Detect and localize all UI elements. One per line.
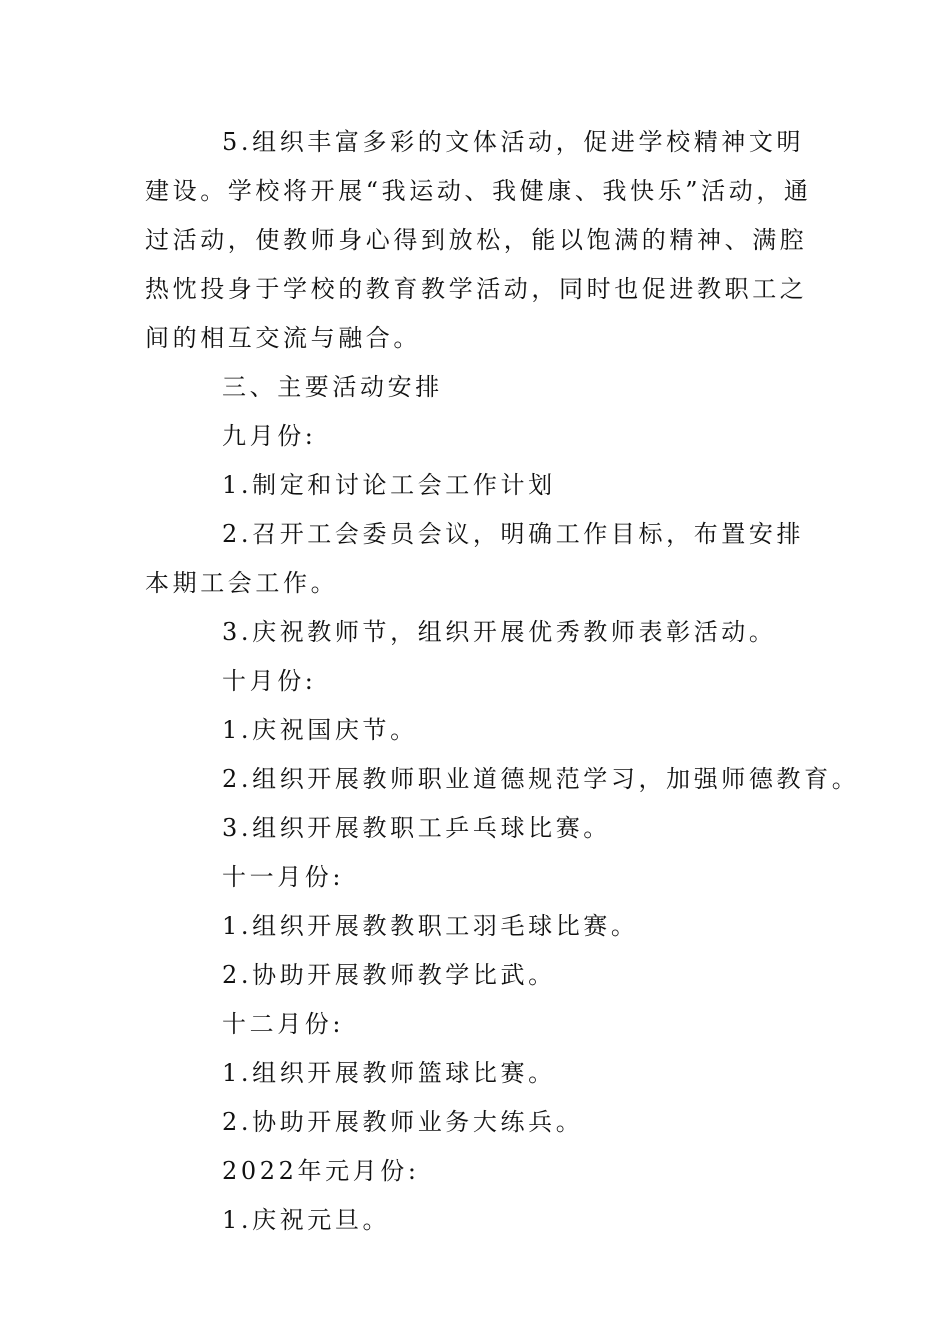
list-item: 1.庆祝元旦。 xyxy=(222,1206,391,1234)
month-heading-january: 2022年元月份: xyxy=(222,1157,420,1185)
paragraph-cultural-activities: 5.组织丰富多彩的文体活动，促进学校精神文明建设。学校将开展“我运动、我健康、我快乐”活动，通过活动，使教师身心得到放松，能以饱满的精神、满腔热忱投身于学校的教育教学活动，同时也促进教职工之间的相互交流与融合。 xyxy=(145,128,812,352)
section-heading-activity-schedule: 三、主要活动安排 xyxy=(222,373,443,401)
month-heading-december: 十二月份: xyxy=(222,1010,345,1038)
list-item: 2.召开工会委员会议，明确工作目标，布置安排本期工会工作。 xyxy=(145,520,805,597)
document-body xyxy=(145,118,860,1245)
list-item: 1.庆祝国庆节。 xyxy=(222,716,418,744)
month-heading-november: 十一月份: xyxy=(222,863,345,891)
list-item: 1.制定和讨论工会工作计划 xyxy=(222,471,556,499)
list-item: 3.庆祝教师节，组织开展优秀教师表彰活动。 xyxy=(222,618,777,646)
list-item: 2.协助开展教师教学比武。 xyxy=(222,961,556,989)
list-item: 3.组织开展教职工乒乓球比赛。 xyxy=(222,814,611,842)
list-item: 2.组织开展教师职业道德规范学习，加强师德教育。 xyxy=(222,765,860,793)
list-item: 1.组织开展教教职工羽毛球比赛。 xyxy=(222,912,639,940)
month-heading-october: 十月份: xyxy=(222,667,317,695)
list-item: 1.组织开展教师篮球比赛。 xyxy=(222,1059,556,1087)
list-item: 2.协助开展教师业务大练兵。 xyxy=(222,1108,584,1136)
month-heading-september: 九月份: xyxy=(222,422,317,450)
